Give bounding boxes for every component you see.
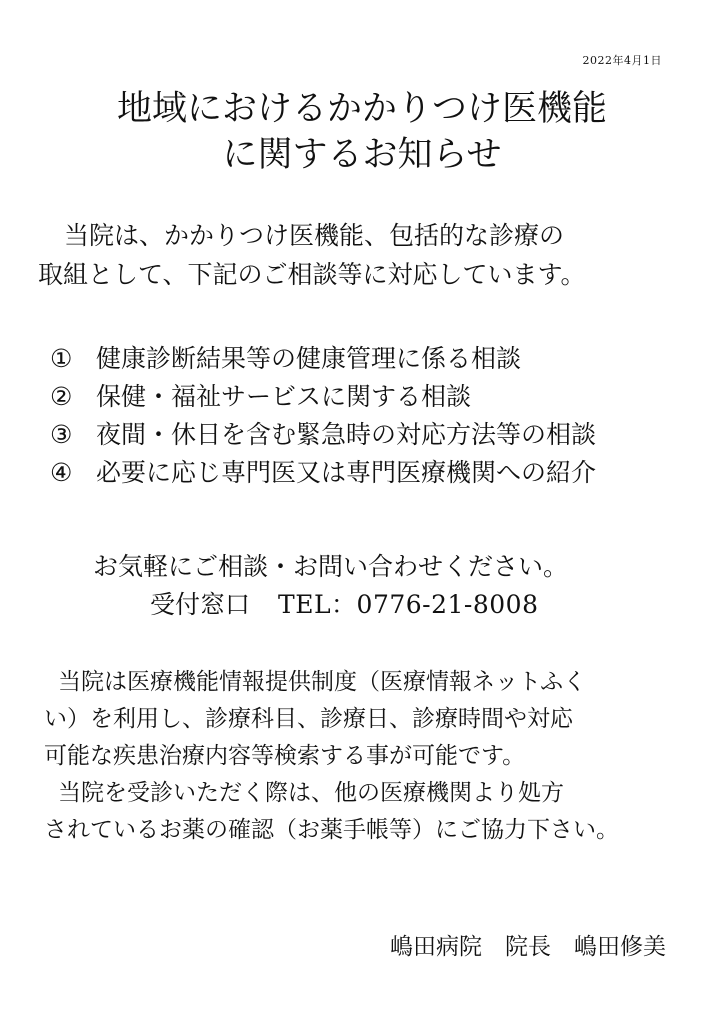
notice-line-3: 可能な疾患治療内容等検索する事が可能です。 [44, 743, 526, 769]
item-text: 夜間・休日を含む緊急時の対応方法等の相談 [96, 420, 597, 449]
notice-line-4: 当院を受診いただく際は、他の医療機関より処方 [58, 780, 564, 806]
contact-message: お気軽にご相談・お問い合わせください。 [93, 552, 569, 581]
notice-date: 2022年4月1日 [582, 54, 662, 67]
hospital-name: 嶋田病院 [390, 934, 482, 960]
item-number: ① [50, 344, 73, 373]
intro-line-2: 取組として、下記のご相談等に対応しています。 [38, 260, 586, 289]
item-text: 保健・福祉サービスに関する相談 [96, 382, 472, 411]
notice-title [0, 86, 724, 178]
service-list [50, 340, 596, 492]
contact-section [0, 548, 724, 624]
notice-paragraph [44, 664, 619, 849]
phone-number: TEL：0776-21-8008 [278, 590, 539, 619]
intro-line-1: 当院は、かかりつけ医機能、包括的な診療の [64, 221, 565, 250]
notice-line-1: 当院は医療機能情報提供制度（医療情報ネットふく [58, 669, 587, 695]
desk-label: 受付窓口 [150, 590, 251, 619]
list-item [50, 454, 596, 492]
title-line-1: 地域におけるかかりつけ医機能 [116, 89, 607, 129]
notice-line-5: されているお薬の確認（お薬手帳等）にご協力下さい。 [44, 817, 619, 843]
notice-line-2: い）を利用し、診療科目、診療日、診療時間や対応 [44, 706, 573, 732]
intro-paragraph [38, 216, 586, 294]
item-number: ② [50, 382, 73, 411]
item-text: 必要に応じ専門医又は専門医療機関への紹介 [96, 458, 597, 487]
list-item [50, 378, 596, 416]
list-item [50, 416, 596, 454]
item-number: ③ [50, 420, 73, 449]
director-name: 嶋田修美 [574, 934, 666, 960]
list-item [50, 340, 596, 378]
director-role: 院長 [505, 934, 551, 960]
contact-desk [0, 586, 724, 624]
item-text: 健康診断結果等の健康管理に係る相談 [96, 344, 522, 373]
item-number: ④ [50, 458, 73, 487]
signature [390, 928, 666, 961]
title-line-2: に関するお知らせ [222, 135, 502, 175]
